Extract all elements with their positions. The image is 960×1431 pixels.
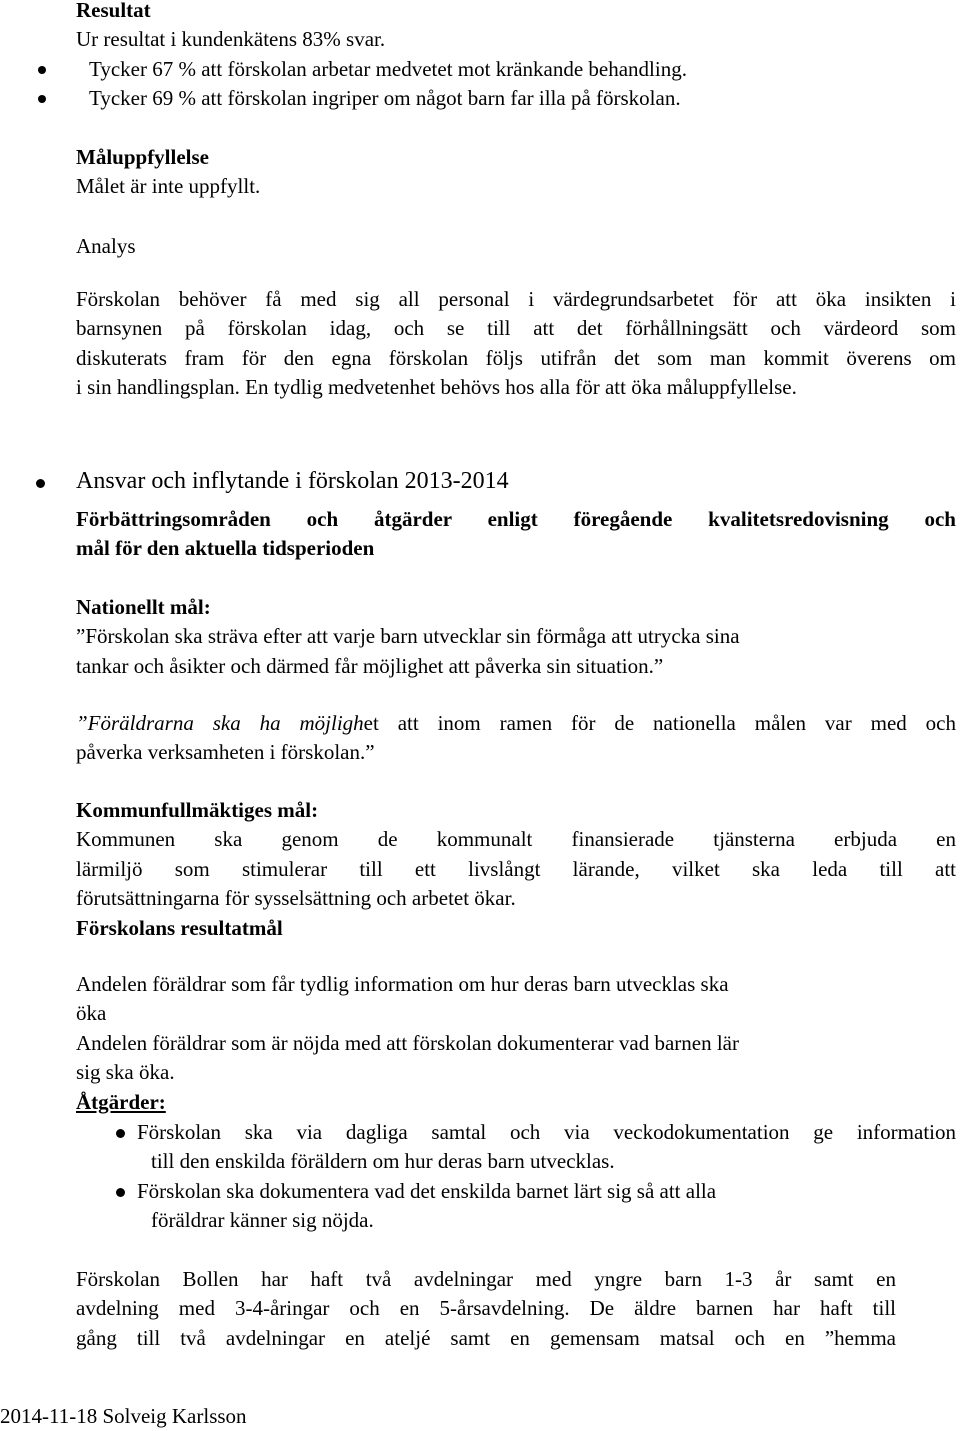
section-header	[76, 467, 956, 499]
resultat-heading: Resultat	[76, 0, 151, 22]
section-subtitle	[76, 505, 956, 564]
subtitle-line: mål för den aktuella tidsperioden	[76, 536, 375, 561]
nationellt-quote2	[76, 709, 956, 768]
subtitle-line: Förbättringsområden och åtgärder enligt föregående kvalitetsredovisning och	[76, 507, 956, 531]
bullet-icon	[38, 95, 46, 103]
resultatmal-section	[76, 970, 956, 1117]
list-item: Förskolan ska via dagliga samtal och via veckodokumentation ge information	[137, 1118, 956, 1147]
section-title: Ansvar och inflytande i förskolan 2013-2014	[76, 468, 509, 494]
quote-line: påverka verksamheten i förskolan.”	[76, 740, 375, 765]
section-title-row	[76, 467, 956, 499]
resultatmal-line: sig ska öka.	[76, 1060, 175, 1085]
nationellt-heading: Nationellt mål:	[76, 595, 211, 619]
maluppfyllelse-text: Målet är inte uppfyllt.	[76, 174, 261, 199]
resultatmal-line: öka	[76, 1001, 107, 1026]
list-item: Tycker 69 % att förskolan ingriper om något barn far illa på förskolan.	[76, 84, 956, 113]
bullet-icon	[36, 479, 45, 488]
list-item: Tycker 67 % att förskolan arbetar medvetet mot kränkande behandling.	[76, 55, 956, 84]
atgarder-list	[137, 1118, 956, 1236]
bollen-paragraph	[76, 1265, 896, 1353]
bullet-icon	[38, 66, 46, 74]
analys-line: diskuterats fram för den egna förskolan följs utifrån det som man kommit överens om	[76, 345, 956, 370]
kommun-line: förutsättningarna för sysselsättning och arbetet ökar.	[76, 886, 516, 911]
analys-body	[76, 285, 956, 403]
analys-line: Förskolan behöver få med sig all personal i värdegrundsarbetet för att öka insikten i	[76, 287, 956, 311]
bollen-line: avdelning med 3-4-åringar och en 5-årsavdelning. De äldre barnen har haft till	[76, 1296, 896, 1321]
page-footer: 2014-11-18 Solveig Karlsson	[0, 1404, 247, 1428]
kommun-line: lärmiljö som stimulerar till ett livslångt lärande, vilket ska leda till att	[76, 856, 956, 881]
resultat-section	[76, 0, 956, 114]
analys-line: i sin handlingsplan. En tydlig medvetenhet behövs hos alla för att öka måluppfyllelse.	[76, 375, 797, 400]
list-item-continuation: till den enskilda föräldern om hur deras barn utvecklas.	[151, 1149, 615, 1174]
resultatmal-line: Andelen föräldrar som är nöjda med att förskolan dokumenterar vad barnen lär	[76, 1030, 739, 1055]
analys-section	[76, 232, 956, 261]
atgarder-heading: Åtgärder:	[76, 1089, 166, 1114]
bullet-icon	[116, 1129, 125, 1138]
analys-line: barnsynen på förskolan idag, och se till att det förhållningsätt och värdeord som	[76, 316, 956, 341]
kommun-heading: Kommunfullmäktiges mål:	[76, 798, 319, 822]
analys-heading: Analys	[76, 234, 136, 258]
resultat-intro: Ur resultat i kundenkätens 83% svar.	[76, 27, 386, 52]
bullet-icon	[116, 1188, 125, 1197]
bollen-line: gång till två avdelningar en ateljé samt en gemensam matsal och en ”hemma	[76, 1325, 896, 1350]
list-item-continuation: föräldrar känner sig nöjda.	[151, 1208, 374, 1233]
maluppfyllelse-section	[76, 143, 956, 202]
resultatmal-line: Andelen föräldrar som får tydlig information om hur deras barn utvecklas ska	[76, 972, 729, 996]
nationellt-section	[76, 593, 956, 681]
kommun-line: Kommunen ska genom de kommunalt finansierade tjänsterna erbjuda en	[76, 827, 956, 852]
kommun-section	[76, 796, 956, 943]
bollen-line: Förskolan Bollen har haft två avdelningar med yngre barn 1-3 år samt en	[76, 1267, 896, 1291]
quote-line: ”Förskolan ska sträva efter att varje barn utvecklar sin förmåga att utrycka sina	[76, 624, 740, 649]
resultatmal-heading: Förskolans resultatmål	[76, 915, 283, 940]
list-item: Förskolan ska dokumentera vad det enskilda barnet lärt sig så att alla	[137, 1177, 956, 1206]
quote-line: ”Föräldrarna ska ha möjlighet att inom ramen för de nationella målen var med och	[76, 711, 956, 735]
maluppfyllelse-heading: Måluppfyllelse	[76, 145, 210, 169]
quote-line: tankar och åsikter och därmed får möjlighet att påverka sin situation.”	[76, 653, 664, 678]
